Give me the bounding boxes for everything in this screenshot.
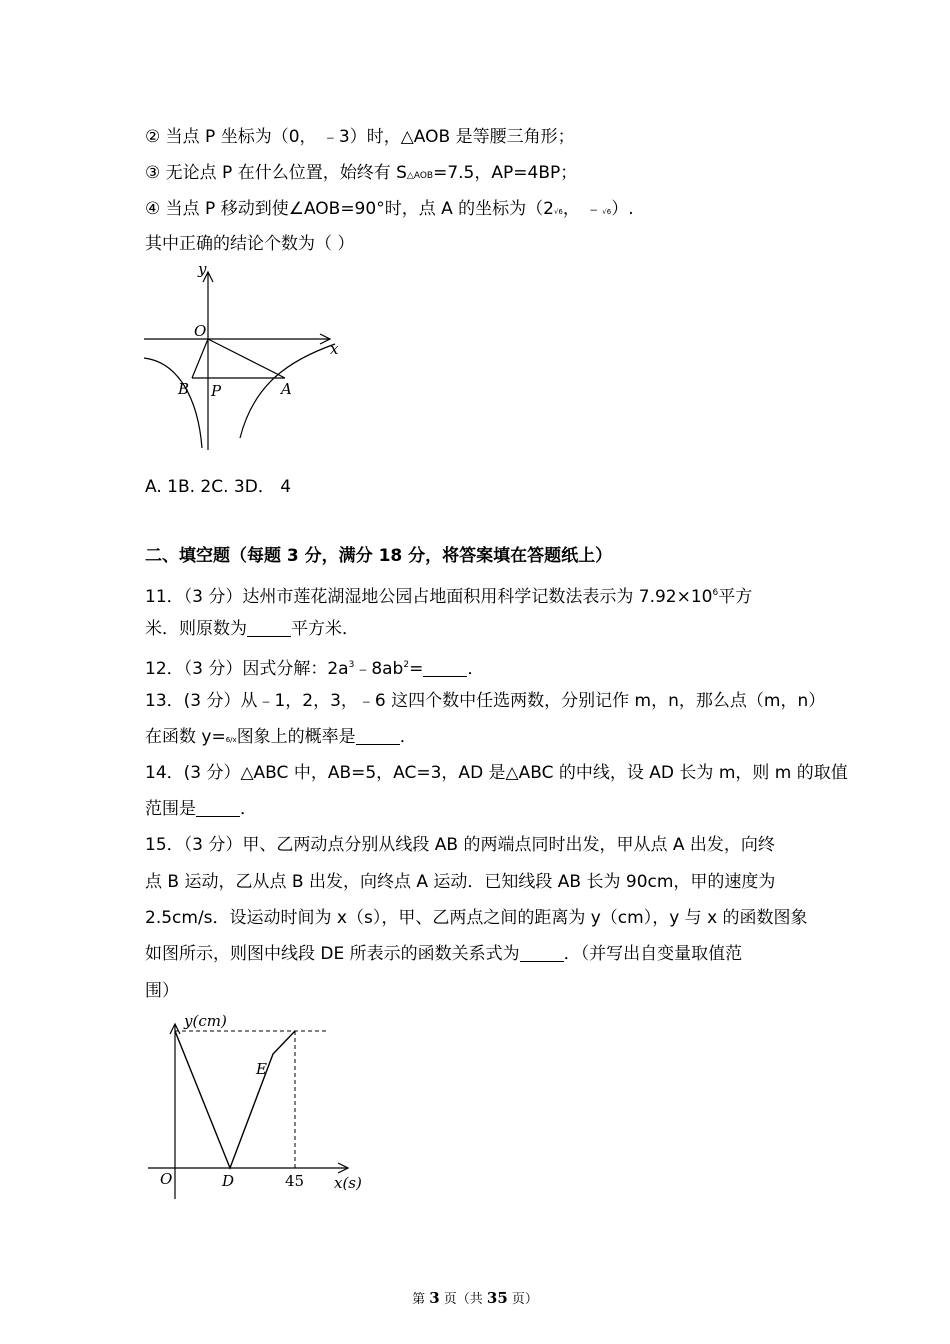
q13-line-2: 在函数 y=6/x图象上的概率是 ． — [145, 727, 417, 747]
page-footer: 第 3 页（共 35 页） — [412, 1289, 538, 1307]
q14-line-2: 范围是 ． — [145, 799, 257, 819]
q13-line-1: 13．(3 分）从﹣1，2，3，﹣6 这四个数中任选两数，分别记作 m，n，那么点（m，n） — [145, 691, 826, 711]
q10-figure — [140, 258, 350, 458]
label-b: B — [178, 380, 190, 398]
total-page-count: 35 — [486, 1289, 508, 1307]
q10-options: A. 1B. 2C. 3D． 4 — [145, 477, 292, 497]
label-o: O — [194, 322, 207, 340]
q15-answer-blank[interactable] — [520, 945, 564, 962]
q11-line-2: 米．则原数为 平方米． — [145, 619, 359, 639]
q11-answer-blank[interactable] — [247, 620, 291, 637]
label-e: E — [256, 1060, 267, 1078]
label-x-s: x(s) — [334, 1174, 362, 1192]
label-x: x — [330, 340, 339, 358]
q12: 12．（3 分）因式分解：$2a^3﹣8ab^2=$ ． — [145, 659, 485, 679]
segment-ob — [192, 339, 208, 378]
q10-prompt: 其中正确的结论个数为（ ） — [145, 234, 355, 254]
q15-line-3: 2.5cm/s．设运动时间为 x（s），甲、乙两点之间的距离为 y（cm），y 与 x 的函数图象 — [145, 908, 808, 928]
q10-statement-2: ② 当点 P 坐标为（0， ﹣3）时，△AOB 是等腰三角形； — [145, 127, 575, 147]
label-y-cm: y(cm) — [184, 1012, 227, 1030]
q14-line-1: 14．(3 分）△ABC 中，AB=5，AC=3，AD 是△ABC 的中线，设 AD 长为 m，则 m 的取值 — [145, 763, 848, 783]
segment-oa — [208, 339, 285, 378]
section-2-heading: 二、填空题（每题 3 分，满分 18 分，将答案填在答题纸上） — [145, 546, 613, 566]
q11-line-1: 11．（3 分）达州市莲花湖湿地公园占地面积用科学记数法表示为 $7.92\times 10^6$平方 — [145, 587, 753, 607]
q12-answer-blank[interactable] — [423, 660, 467, 677]
q15-line-2: 点 B 运动，乙从点 B 出发，向终点 A 运动．已知线段 AB 长为 90cm，甲的速度为 — [145, 872, 776, 892]
q15-line-5: 围） — [145, 981, 179, 1001]
q13-answer-blank[interactable] — [356, 728, 400, 745]
q15-line-1: 15．（3 分）甲、乙两动点分别从线段 AB 的两端点同时出发，甲从点 A 出发，向终 — [145, 835, 775, 855]
label-o: O — [160, 1170, 173, 1188]
q14-answer-blank[interactable] — [196, 800, 240, 817]
q10-statement-3: ③ 无论点 P 在什么位置，始终有 S△AOB=7.5，AP=4BP； — [145, 163, 578, 183]
left-hyperbola-branch — [144, 358, 202, 448]
label-y: y — [198, 260, 207, 278]
q15-figure — [140, 1012, 370, 1212]
label-d: D — [222, 1172, 235, 1190]
q10-statement-4: ④ 当点 P 移动到使∠AOB=90°时，点 A 的坐标为（2√6， ﹣√6）. — [145, 199, 634, 219]
q15-line-4: 如图所示，则图中线段 DE 所表示的函数关系式为 ．（并写出自变量取值范 — [145, 944, 743, 964]
current-page-number: 3 — [429, 1289, 440, 1307]
label-45: 45 — [285, 1172, 305, 1190]
function-graph — [175, 1031, 295, 1168]
label-p: P — [211, 382, 222, 400]
label-a: A — [281, 380, 292, 398]
